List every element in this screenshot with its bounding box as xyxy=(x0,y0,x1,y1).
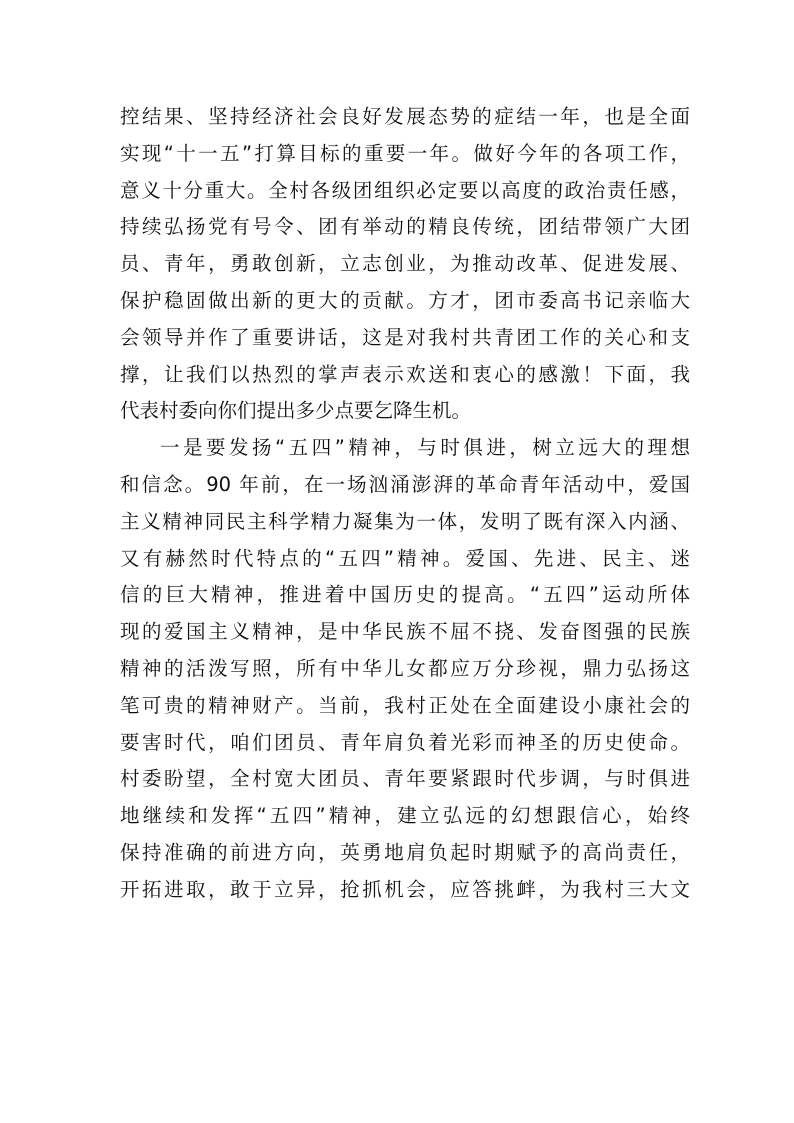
text-line: 又有赫然时代特点的“五四”精神。爱国、先进、民主、迷 xyxy=(120,546,690,570)
text-line: 控结果、坚持经济社会良好发展态势的症结一年，也是全面 xyxy=(120,105,690,128)
paragraph-end-line: 代表村委向你们提出多少点要乞降生机。 xyxy=(120,399,472,423)
text-line: 现的爱国主义精神，是中华民族不屈不挠、发奋图强的民族 xyxy=(120,620,690,644)
text-line: 撑，让我们以热烈的掌声表示欢送和衷心的感激！下面，我 xyxy=(120,362,690,386)
text-line: 保持准确的前进方向，英勇地肩负起时期赋予的高尚责任， xyxy=(120,840,690,864)
text-line: 村委盼望，全村宽大团员、青年要紧跟时代步调，与时俱进 xyxy=(120,767,690,791)
text-line: 笔可贵的精神财产。当前，我村正处在全面建设小康社会的 xyxy=(120,693,690,717)
text-line: 信的巨大精神，推进着中国历史的提高。“五四”运动所体 xyxy=(120,583,690,607)
text-line: 要害时代，咱们团员、青年肩负着光彩而神圣的历史使命。 xyxy=(120,730,690,754)
text-line: 开拓进取，敢于立异，抢抓机会，应答挑衅，为我村三大文 xyxy=(120,877,690,901)
text-line: 精神的活泼写照，所有中华儿女都应万分珍视，鼎力弘扬这 xyxy=(120,656,690,680)
text-line: 持续弘扬党有号令、团有举动的精良传统，团结带领广大团 xyxy=(120,215,690,239)
text-line: 保护稳固做出新的更大的贡献。方才，团市委高书记亲临大 xyxy=(120,288,690,312)
text-line: 员、青年，勇敢创新，立志创业，为推动改革、促进发展、 xyxy=(120,252,690,276)
text-line: 和信念。90 年前，在一场汹涌澎湃的革命青年活动中，爱国 xyxy=(120,472,690,496)
paragraph-first-line: 一是要发扬“五四”精神，与时俱进，树立远大的理想 xyxy=(160,436,690,460)
text-line: 实现“十一五”打算目标的重要一年。做好今年的各项工作， xyxy=(120,141,690,165)
text-line: 地继续和发挥“五四”精神，建立弘远的幻想跟信心，始终 xyxy=(120,804,690,828)
text-line: 意义十分重大。全村各级团组织必定要以高度的政治责任感， xyxy=(120,178,690,202)
text-line: 主义精神同民主科学精力凝集为一体，发明了既有深入内涵、 xyxy=(120,509,690,533)
body-text xyxy=(120,99,690,909)
text-line: 会领导并作了重要讲话，这是对我村共青团工作的关心和支 xyxy=(120,325,690,349)
